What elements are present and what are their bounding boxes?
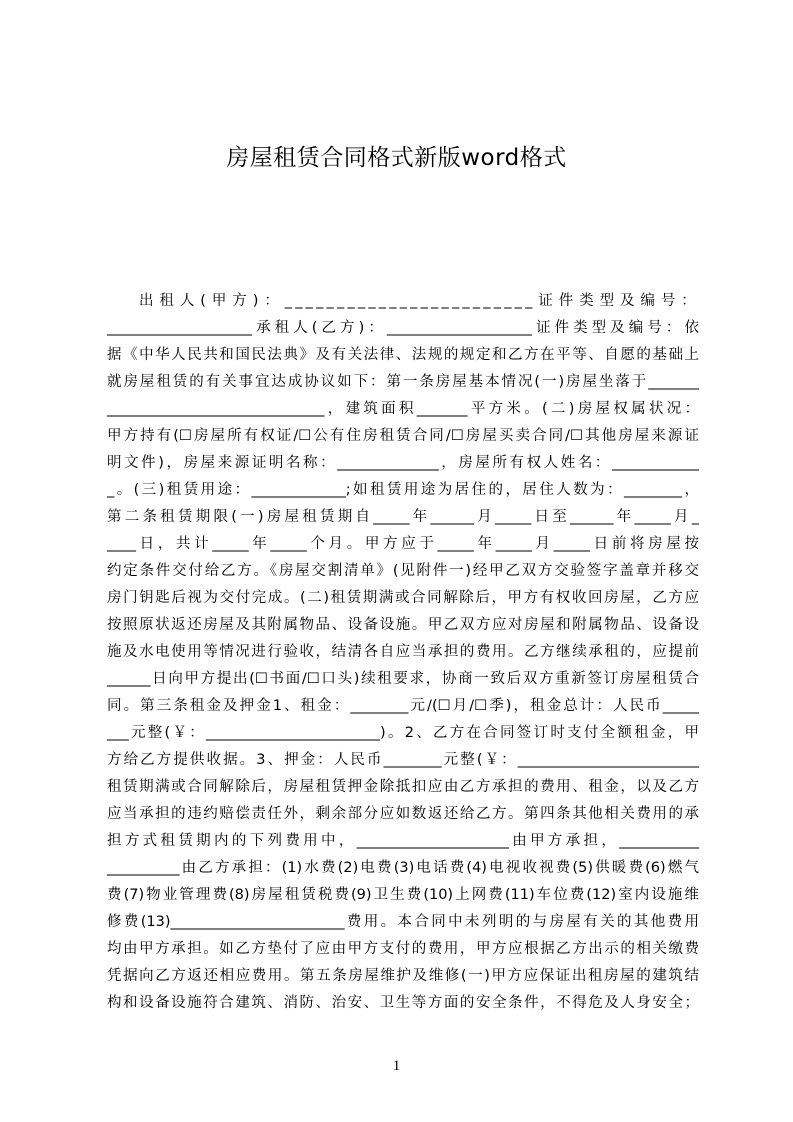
text-line: 费(7)物业管理费(8)房屋租赁税费(9)卫生费(10)上网费(11)车位费(12)室内设施维 (107, 887, 699, 903)
page-number: 1 (392, 1058, 401, 1074)
text-line: 约定条件交付给乙方。《房屋交割清单》(见附件一)经甲乙双方交验签字盖章并移交 (107, 563, 699, 579)
text-line: ___元整(￥：________________________)。2、乙方在合同签订时支付全额租金，甲 (107, 725, 699, 741)
text-line: ______________________________，建筑面积_______平方米。(二)房屋权属状况： (107, 401, 699, 417)
text-line: 修费(13)________________________费用。本合同中未列明的与房屋有关的其他费用 (107, 914, 699, 930)
text-line: 第二条租赁期限(一)房屋租赁期自_____年______月_____日至______年_____月_ (107, 509, 699, 525)
text-line: ____________________承租人(乙方)：____________________证件类型及编号：依 (107, 320, 699, 336)
text-line: 担方式租赁期内的下列费用中，_____________________由甲方承担，___________ (107, 833, 699, 849)
document-title: 房屋租赁合同格式新版word格式 (226, 145, 567, 171)
text-line: 明文件)，房屋来源证明名称：______________，房屋所有权人姓名：____________ (107, 455, 699, 471)
text-line: 方给乙方提供收据。3、押金：人民币________元整(￥：_________________________ (107, 752, 699, 768)
text-line: 构和设备设施符合建筑、消防、治安、卫生等方面的安全条件，不得危及人身安全； (107, 995, 699, 1011)
text-line: ____日，共计_____年_____个月。甲方应于_____年_____月_____日前将房屋按 (107, 536, 699, 552)
text-line: 施及水电使用等情况进行验收，结清各自应当承担的费用。乙方继续承租的，应提前 (107, 644, 699, 660)
text-line: 应当承担的违约赔偿责任外，剩余部分应如数返还给乙方。第四条其他相关费用的承 (107, 806, 699, 822)
text-line: 据《中华人民共和国民法典》及有关法律、法规的规定和乙方在平等、自愿的基础上 (107, 347, 699, 363)
text-line: 就房屋租赁的有关事宜达成协议如下：第一条房屋基本情况(一)房屋坐落于_______ (107, 374, 699, 390)
text-line: ______日向甲方提出(☐书面/☐口头)续租要求，协商一致后双方重新签订房屋租赁合 (107, 671, 699, 687)
text-line: 出租人(甲方)：________________________证件类型及编号： (139, 293, 699, 309)
text-line: 房门钥匙后视为交付完成。(二)租赁期满或合同解除后，甲方有权收回房屋，乙方应 (107, 590, 699, 606)
text-line: 凭据向乙方返还相应费用。第五条房屋维护及维修(一)甲方应保证出租房屋的建筑结 (107, 968, 699, 984)
text-line: 均由甲方承担。如乙方垫付了应由甲方支付的费用，甲方应根据乙方出示的相关缴费 (107, 941, 699, 957)
contract-body (107, 288, 699, 1017)
text-line: 租赁期满或合同解除后，房屋租赁押金除抵扣应由乙方承担的费用、租金，以及乙方 (107, 779, 699, 795)
text-line: __________由乙方承担：(1)水费(2)电费(3)电话费(4)电视收视费(5)供暖费(6)燃气 (107, 860, 699, 876)
text-line: _。(三)租赁用途：_____________;如租赁用途为居住的，居住人数为：________， (107, 482, 699, 498)
text-line: 按照原状返还房屋及其附属物品、设备设施。甲乙双方应对房屋和附属物品、设备设 (107, 617, 699, 633)
text-line: 甲方持有(☐房屋所有权证/☐公有住房租赁合同/☐房屋买卖合同/☐其他房屋来源证 (107, 428, 699, 444)
text-line: 同。第三条租金及押金1、租金：________元/(☐月/☐季)，租金总计：人民币_____ (107, 698, 699, 714)
